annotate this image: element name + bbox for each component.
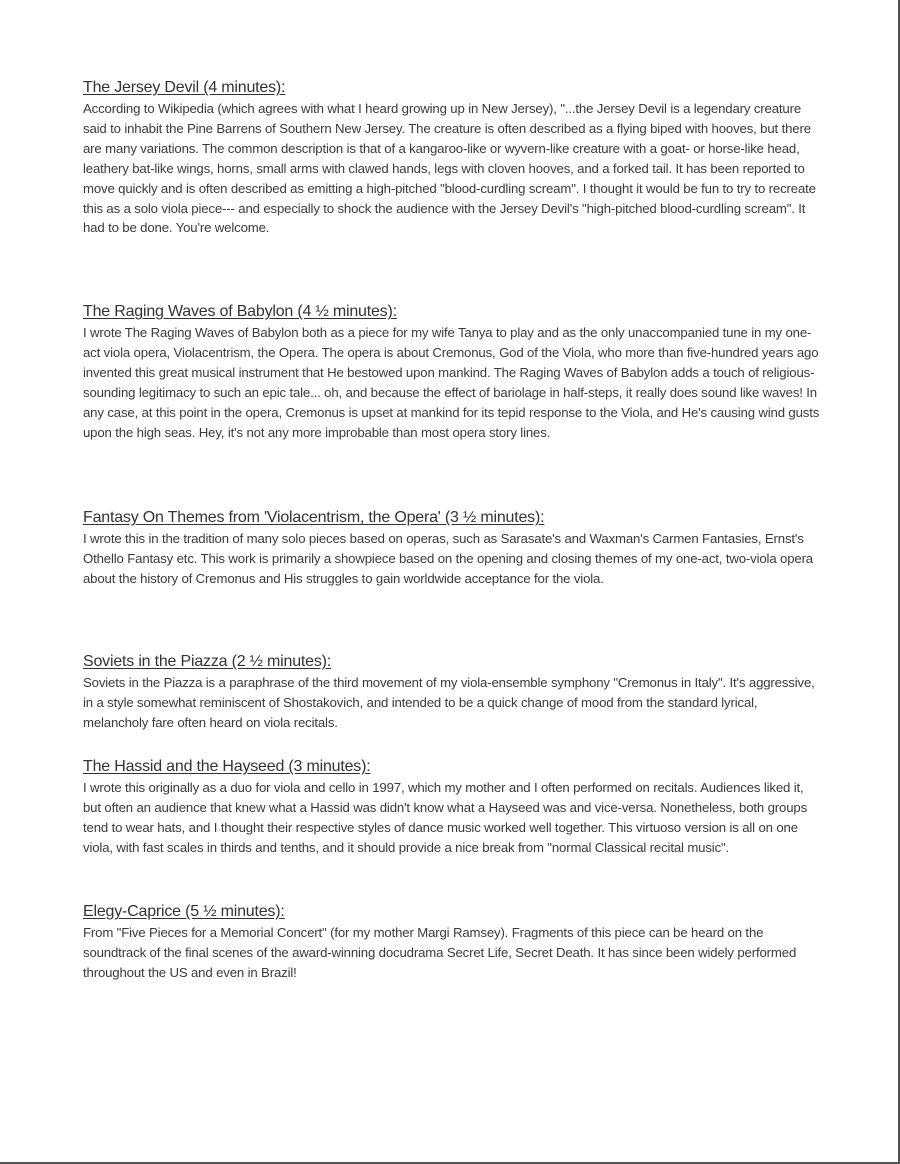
section-heading: The Hassid and the Hayseed (3 minutes):: [83, 758, 371, 775]
section-body: From "Five Pieces for a Memorial Concert" (for my mother Margi Ramsey). Fragments of this piece can be heard on the soundtrack of the final scenes of the award-winning docudrama Secret Life, Secret Death. It has since been widely performed throughout the US and even in Brazil!: [83, 925, 797, 980]
section-raging-waves: [83, 302, 823, 442]
section-body: I wrote this originally as a duo for viola and cello in 1997, which my mother and I often performed on recitals. Audiences liked it, but often an audience that knew what a Hassid was didn't know what a Hayseed was and vice-versa. Nonetheless, both groups tend to wear hats, and I thought their respective styles of dance music worked well together. This virtuoso version is all on one viola, with fast scales in thirds and tenths, and it should provide a nice break from "normal Classical recital music".: [83, 780, 808, 855]
section-heading: The Raging Waves of Babylon (4 ½ minutes):: [83, 303, 397, 320]
section-jersey-devil: [83, 78, 823, 238]
section-hassid-and-hayseed: [83, 757, 823, 858]
section-heading: Fantasy On Themes from 'Violacentrism, the Opera' (3 ½ minutes):: [83, 509, 545, 526]
section-body: I wrote this in the tradition of many solo pieces based on operas, such as Sarasate's and Waxman's Carmen Fantasies, Ernst's Othello Fantasy etc. This work is primarily a showpiece based on the opening and closing themes of my one-act, two-viola opera about the history of Cremonus and His struggles to gain worldwide acceptance for the viola.: [83, 531, 813, 586]
section-soviets-in-the-piazza: [83, 652, 823, 733]
section-body: According to Wikipedia (which agrees with what I heard growing up in New Jersey), "...the Jersey Devil is a legendary creature said to inhabit the Pine Barrens of Southern New Jersey. The creature is often described as a flying biped with hooves, but there are many variations. The common description is that of a kangaroo-like or wyvern-like creature with a goat- or horse-like head, leathery bat-like wings, horns, small arms with clawed hands, legs with cloven hooves, and a forked tail. It has been reported to move quickly and is often described as emitting a high-pitched "blood-curdling scream". I thought it would be fun to try to recreate this as a solo viola piece--- and especially to shock the audience with the Jersey Devil's "high-pitched blood-curdling scream". It had to be done. You're welcome.: [83, 101, 816, 236]
section-heading: Elegy-Caprice (5 ½ minutes):: [83, 903, 285, 920]
section-heading: The Jersey Devil (4 minutes):: [83, 79, 286, 96]
section-heading: Soviets in the Piazza (2 ½ minutes):: [83, 653, 332, 670]
section-body: Soviets in the Piazza is a paraphrase of the third movement of my viola-ensemble symphony "Cremonus in Italy". It's aggressive, in a style somewhat reminiscent of Shostakovich, and intended to be a quick change of mood from the standard lyrical, melancholy fare often heard on viola recitals.: [83, 675, 815, 730]
section-body: I wrote The Raging Waves of Babylon both as a piece for my wife Tanya to play and as the only unaccompanied tune in my one-act viola opera, Violacentrism, the Opera. The opera is about Cremonus, God of the Viola, who more than five-hundred years ago invented this great musical instrument that He bestowed upon mankind. The Raging Waves of Babylon adds a touch of religious-sounding legitimacy to such an epic tale... oh, and because the effect of bariolage in half-steps, it really does sound like waves! In any case, at this point in the opera, Cremonus is upset at mankind for its tepid response to the Viola, and He's causing wind gusts upon the high seas. Hey, it's not any more improbable than most opera story lines.: [83, 325, 820, 440]
section-fantasy-on-themes: [83, 508, 823, 589]
section-elegy-caprice: [83, 902, 823, 983]
